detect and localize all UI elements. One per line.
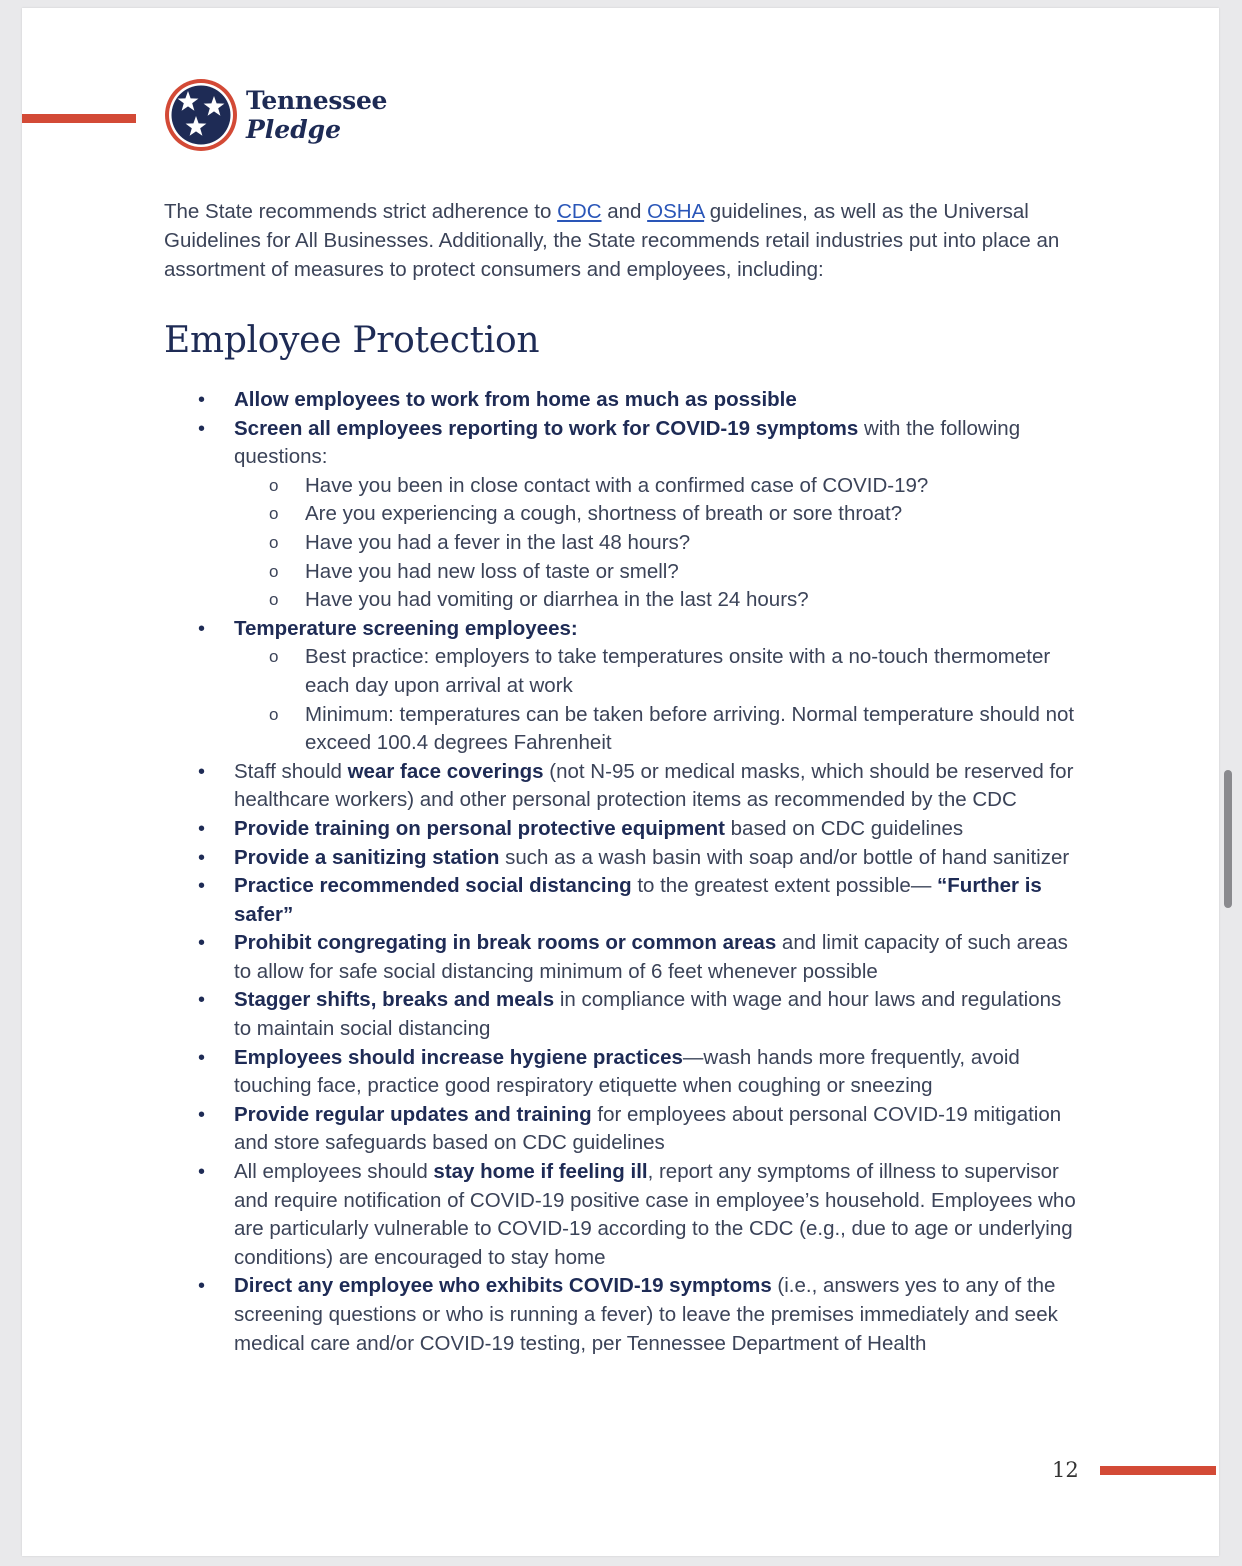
sub-bullet: o	[269, 561, 279, 581]
list-item: • Provide regular updates and training for employees about personal COVID-19 mitigation and store safeguards based on CDC guidelines	[198, 1102, 1062, 1155]
document-page	[22, 8, 1219, 1556]
item-bold: Provide regular updates and training	[234, 1102, 592, 1126]
list-item	[198, 415, 1084, 615]
bullet: •	[198, 817, 206, 840]
vertical-scrollbar[interactable]	[1224, 770, 1232, 908]
item-bold: Provide training on personal protective equipment	[234, 816, 725, 840]
temperature-guidance	[234, 643, 1084, 757]
list-item: • Stagger shifts, breaks and meals in compliance with wage and hour laws and regulations to maintain social distancing	[198, 988, 1062, 1041]
list-item: • Employees should increase hygiene practices—wash hands more frequently, avoid touching face, practice good respiratory etiquette when coughing or sneezing	[198, 1045, 1020, 1098]
bullet: •	[198, 932, 206, 955]
screening-questions	[234, 472, 1084, 615]
bullet: •	[198, 1161, 206, 1184]
bullet: •	[198, 417, 206, 440]
sub-item: o Are you experiencing a cough, shortness of breath or sore throat?	[234, 500, 1084, 529]
sub-item: o Minimum: temperatures can be taken before arriving. Normal temperature should not exceed 100.4 degrees Fahrenheit	[269, 702, 1075, 755]
intro-text-2: and	[601, 200, 648, 223]
item-bold: wear face coverings	[347, 759, 544, 783]
sub-bullet: o	[269, 704, 279, 724]
list-item: • Provide a sanitizing station such as a wash basin with soap and/or bottle of hand sanitizer	[234, 844, 1084, 873]
item-bold: Temperature screening employees:	[234, 616, 578, 640]
item-bold: Screen all employees reporting to work for COVID-19 symptoms	[234, 416, 859, 440]
item-bold: Stagger shifts, breaks and meals	[234, 988, 555, 1012]
osha-link[interactable]: OSHA	[647, 200, 705, 223]
item-bold-quote: “Further is safer”	[234, 874, 1042, 926]
intro-paragraph	[164, 198, 1084, 284]
logo-line-1: Tennessee	[246, 86, 388, 115]
bullet: •	[198, 617, 206, 640]
logo-line-2: Pledge	[246, 115, 342, 144]
bullet: •	[198, 989, 206, 1012]
list-item: • Prohibit congregating in break rooms or common areas and limit capacity of such areas to allow for safe social distancing minimum of 6 feet whenever possible	[198, 931, 1068, 983]
tristar-seal-icon	[164, 78, 238, 152]
list-item: • Staff should wear face coverings (not N-95 or medical masks, which should be reserved for healthcare workers) and other personal protection items as recommended by the CDC	[198, 759, 1074, 812]
intro-text-1: The State recommends strict adherence to	[164, 200, 558, 223]
sub-bullet: o	[269, 532, 279, 552]
sub-bullet: o	[269, 475, 279, 495]
sub-item: o Have you had a fever in the last 48 hours?	[234, 529, 1084, 558]
bullet: •	[198, 1103, 206, 1126]
logo-wordmark	[246, 86, 387, 144]
sub-bullet: o	[269, 504, 279, 524]
accent-bar-left	[22, 114, 136, 123]
item-text: with the following questions:	[234, 416, 1021, 469]
item-bold: Allow employees to work from home as much as possible	[234, 388, 797, 411]
sub-item: o Have you had new loss of taste or smell?	[234, 558, 1084, 587]
item-bold: Practice recommended social distancing	[234, 874, 632, 898]
list-item	[198, 615, 1084, 758]
bullet: •	[198, 846, 206, 869]
sub-item: o Have you had vomiting or diarrhea in the last 24 hours?	[234, 586, 1084, 615]
item-bold: Prohibit congregating in break rooms or common areas	[234, 931, 777, 955]
employee-protection-list	[198, 386, 1084, 1358]
sub-bullet: o	[269, 590, 279, 610]
accent-bar-right	[1100, 1466, 1216, 1475]
page-number: 12	[1052, 1458, 1079, 1482]
item-bold: stay home if feeling ill	[433, 1160, 648, 1184]
sub-item: o Have you been in close contact with a confirmed case of COVID-19?	[234, 472, 1084, 501]
sub-item: o Best practice: employers to take temperatures onsite with a no-touch thermometer each day upon arrival at work	[269, 645, 1051, 697]
bullet: •	[198, 389, 206, 411]
list-item: • Practice recommended social distancing to the greatest extent possible— “Further is safer”	[198, 874, 1042, 926]
item-bold: Direct any employee who exhibits COVID-19 symptoms	[234, 1274, 772, 1298]
bullet: •	[198, 760, 206, 783]
section-heading: Employee Protection	[164, 320, 540, 361]
list-item: • Provide training on personal protective equipment based on CDC guidelines	[234, 815, 1084, 844]
intro-text-3: guidelines, as well as the Universal Guidelines for All Businesses. Additionally, the State recommends retail industries put into place an assortment of measures to protect consumers and employees, including:	[164, 200, 1060, 281]
list-item	[198, 386, 1084, 415]
bullet: •	[198, 1046, 206, 1069]
tennessee-pledge-logo	[164, 78, 404, 154]
list-item: • All employees should stay home if feeling ill, report any symptoms of illness to supervisor and require notification of COVID-19 positive case in employee’s household. Employees who are particularly vulnerable to COVID-19 according to the CDC (e.g., due to age or underlying conditions) are encouraged to stay home	[198, 1160, 1076, 1269]
bullet: •	[198, 875, 206, 898]
item-bold: Provide a sanitizing station	[234, 845, 500, 869]
item-bold: Employees should increase hygiene practices	[234, 1045, 683, 1069]
sub-bullet: o	[269, 647, 279, 667]
list-item: • Direct any employee who exhibits COVID-19 symptoms (i.e., answers yes to any of the screening questions or who is running a fever) to leave the premises immediately and seek medical care and/or COVID-19 testing, per Tennessee Department of Health	[198, 1274, 1058, 1355]
bullet: •	[198, 1275, 206, 1298]
cdc-link[interactable]: CDC	[557, 200, 602, 223]
